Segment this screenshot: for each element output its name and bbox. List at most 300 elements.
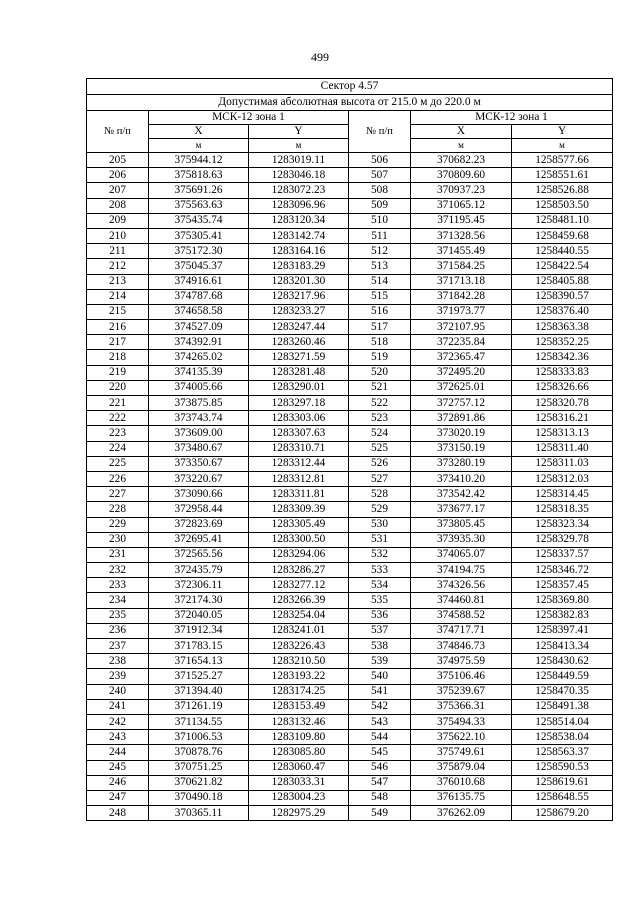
cell-n1: 243 xyxy=(87,730,149,745)
table-row xyxy=(87,517,613,532)
cell-n1: 238 xyxy=(87,654,149,669)
cell-n1: 213 xyxy=(87,274,149,289)
cell-x2: 373280.19 xyxy=(411,456,512,471)
cell-x1: 373875.85 xyxy=(149,396,249,411)
table-row xyxy=(87,168,613,183)
table-row xyxy=(87,411,613,426)
cell-y1: 1283142.74 xyxy=(249,228,349,243)
cell-n2: 509 xyxy=(349,198,411,213)
table-row xyxy=(87,198,613,213)
cell-n2: 541 xyxy=(349,684,411,699)
cell-y1: 1283096.96 xyxy=(249,198,349,213)
cell-y2: 1258363.38 xyxy=(512,320,613,335)
cell-y2: 1258514.04 xyxy=(512,714,613,729)
cell-y1: 1283309.39 xyxy=(249,502,349,517)
cell-x2: 370682.23 xyxy=(411,153,512,168)
cell-y1: 1283019.11 xyxy=(249,153,349,168)
cell-y2: 1258314.45 xyxy=(512,487,613,502)
cell-y1: 1282975.29 xyxy=(249,806,349,821)
cell-n1: 221 xyxy=(87,396,149,411)
cell-y1: 1283153.49 xyxy=(249,699,349,714)
cell-x1: 373480.67 xyxy=(149,441,249,456)
cell-x1: 370751.25 xyxy=(149,760,249,775)
cell-x2: 371455.49 xyxy=(411,244,512,259)
cell-x2: 374717.71 xyxy=(411,623,512,638)
table-row xyxy=(87,684,613,699)
cell-x2: 373677.17 xyxy=(411,502,512,517)
cell-y1: 1283312.81 xyxy=(249,471,349,486)
cell-x1: 372174.30 xyxy=(149,593,249,608)
cell-n2: 545 xyxy=(349,745,411,760)
cell-x2: 372365.47 xyxy=(411,350,512,365)
cell-n1: 208 xyxy=(87,198,149,213)
cell-y2: 1258312.03 xyxy=(512,471,613,486)
cell-n1: 242 xyxy=(87,714,149,729)
cell-x2: 371973.77 xyxy=(411,304,512,319)
cell-y2: 1258382.83 xyxy=(512,608,613,623)
cell-x1: 374787.68 xyxy=(149,289,249,304)
cell-y2: 1258326.66 xyxy=(512,380,613,395)
zone-header-left: МСК-12 зона 1 xyxy=(149,111,349,125)
cell-x1: 372695.41 xyxy=(149,532,249,547)
cell-y2: 1258318.35 xyxy=(512,502,613,517)
cell-y2: 1258503.50 xyxy=(512,198,613,213)
cell-x2: 372495.20 xyxy=(411,365,512,380)
cell-y1: 1283004.23 xyxy=(249,790,349,805)
table-row xyxy=(87,502,613,517)
cell-n2: 536 xyxy=(349,608,411,623)
cell-x2: 376262.09 xyxy=(411,806,512,821)
cell-n1: 247 xyxy=(87,790,149,805)
zone-header-right: МСК-12 зона 1 xyxy=(411,111,613,125)
cell-x2: 371842.28 xyxy=(411,289,512,304)
table-row xyxy=(87,213,613,228)
table-row xyxy=(87,578,613,593)
cell-y2: 1258329.78 xyxy=(512,532,613,547)
cell-x2: 373150.19 xyxy=(411,441,512,456)
table-row xyxy=(87,487,613,502)
cell-y1: 1283297.18 xyxy=(249,396,349,411)
cell-x2: 371195.45 xyxy=(411,213,512,228)
cell-x1: 373220.67 xyxy=(149,471,249,486)
cell-y2: 1258376.40 xyxy=(512,304,613,319)
cell-y2: 1258311.40 xyxy=(512,441,613,456)
cell-y1: 1283305.49 xyxy=(249,517,349,532)
cell-x2: 373935.30 xyxy=(411,532,512,547)
cell-x1: 372958.44 xyxy=(149,502,249,517)
cell-x1: 372823.69 xyxy=(149,517,249,532)
table-row xyxy=(87,639,613,654)
table-row xyxy=(87,228,613,243)
cell-y2: 1258311.03 xyxy=(512,456,613,471)
table-row xyxy=(87,760,613,775)
cell-x1: 372565.56 xyxy=(149,547,249,562)
cell-n2: 526 xyxy=(349,456,411,471)
cell-x1: 371134.55 xyxy=(149,714,249,729)
table-row xyxy=(87,274,613,289)
cell-y1: 1283233.27 xyxy=(249,304,349,319)
cell-y1: 1283217.96 xyxy=(249,289,349,304)
cell-n1: 230 xyxy=(87,532,149,547)
cell-x1: 371654.13 xyxy=(149,654,249,669)
cell-n2: 510 xyxy=(349,213,411,228)
unit-y-right: м xyxy=(512,139,613,153)
cell-x1: 372040.05 xyxy=(149,608,249,623)
coordinates-table xyxy=(86,78,613,821)
cell-n2: 543 xyxy=(349,714,411,729)
table-row xyxy=(87,471,613,486)
cell-y1: 1283247.44 xyxy=(249,320,349,335)
cell-x2: 372891.86 xyxy=(411,411,512,426)
cell-n1: 223 xyxy=(87,426,149,441)
cell-n2: 544 xyxy=(349,730,411,745)
cell-n2: 538 xyxy=(349,639,411,654)
table-row xyxy=(87,790,613,805)
cell-y1: 1283109.80 xyxy=(249,730,349,745)
cell-n2: 525 xyxy=(349,441,411,456)
cell-y1: 1283226.43 xyxy=(249,639,349,654)
cell-y2: 1258346.72 xyxy=(512,563,613,578)
cell-y2: 1258390.57 xyxy=(512,289,613,304)
cell-n1: 239 xyxy=(87,669,149,684)
unit-x-right: м xyxy=(411,139,512,153)
cell-y1: 1283290.01 xyxy=(249,380,349,395)
cell-x1: 375435.74 xyxy=(149,213,249,228)
cell-x1: 371394.40 xyxy=(149,684,249,699)
cell-n2: 530 xyxy=(349,517,411,532)
table-body xyxy=(87,153,613,821)
table-row xyxy=(87,244,613,259)
cell-y2: 1258551.61 xyxy=(512,168,613,183)
cell-x2: 370809.60 xyxy=(411,168,512,183)
table-row xyxy=(87,745,613,760)
cell-x2: 372235.84 xyxy=(411,335,512,350)
table-row xyxy=(87,563,613,578)
cell-n2: 524 xyxy=(349,426,411,441)
cell-x2: 371065.12 xyxy=(411,198,512,213)
cell-x2: 374846.73 xyxy=(411,639,512,654)
table-row xyxy=(87,380,613,395)
cell-n1: 217 xyxy=(87,335,149,350)
cell-n2: 546 xyxy=(349,760,411,775)
cell-y1: 1283085.80 xyxy=(249,745,349,760)
cell-x2: 372757.12 xyxy=(411,396,512,411)
cell-y1: 1283210.50 xyxy=(249,654,349,669)
cell-y1: 1283033.31 xyxy=(249,775,349,790)
cell-y2: 1258316.21 xyxy=(512,411,613,426)
num-header-right: № п/п xyxy=(349,111,411,153)
cell-x1: 370878.76 xyxy=(149,745,249,760)
cell-n1: 216 xyxy=(87,320,149,335)
cell-n1: 232 xyxy=(87,563,149,578)
cell-y2: 1258449.59 xyxy=(512,669,613,684)
cell-n2: 532 xyxy=(349,547,411,562)
cell-y1: 1283300.50 xyxy=(249,532,349,547)
cell-n2: 537 xyxy=(349,623,411,638)
cell-y2: 1258577.66 xyxy=(512,153,613,168)
cell-x1: 374527.09 xyxy=(149,320,249,335)
cell-n2: 549 xyxy=(349,806,411,821)
cell-y1: 1283310.71 xyxy=(249,441,349,456)
cell-y2: 1258648.55 xyxy=(512,790,613,805)
cell-x2: 370937.23 xyxy=(411,183,512,198)
cell-x2: 372625.01 xyxy=(411,380,512,395)
cell-x2: 373542.42 xyxy=(411,487,512,502)
cell-y1: 1283286.27 xyxy=(249,563,349,578)
cell-y2: 1258333.83 xyxy=(512,365,613,380)
cell-n1: 228 xyxy=(87,502,149,517)
cell-n1: 244 xyxy=(87,745,149,760)
cell-x1: 373743.74 xyxy=(149,411,249,426)
cell-n1: 215 xyxy=(87,304,149,319)
table-row xyxy=(87,335,613,350)
cell-x2: 375106.46 xyxy=(411,669,512,684)
cell-y1: 1283164.16 xyxy=(249,244,349,259)
cell-x1: 375691.26 xyxy=(149,183,249,198)
cell-y1: 1283241.01 xyxy=(249,623,349,638)
cell-y1: 1283132.46 xyxy=(249,714,349,729)
cell-x2: 375494.33 xyxy=(411,714,512,729)
cell-n1: 246 xyxy=(87,775,149,790)
cell-n2: 531 xyxy=(349,532,411,547)
cell-x1: 375563.63 xyxy=(149,198,249,213)
x-header-right: X xyxy=(411,125,512,139)
table-row xyxy=(87,350,613,365)
cell-n1: 214 xyxy=(87,289,149,304)
cell-x1: 374135.39 xyxy=(149,365,249,380)
cell-x1: 375818.63 xyxy=(149,168,249,183)
y-header-right: Y xyxy=(512,125,613,139)
cell-n2: 517 xyxy=(349,320,411,335)
table-row xyxy=(87,456,613,471)
cell-x2: 371584.25 xyxy=(411,259,512,274)
cell-x1: 374658.58 xyxy=(149,304,249,319)
page-number: 499 xyxy=(311,50,329,64)
cell-n2: 516 xyxy=(349,304,411,319)
cell-x1: 372306.11 xyxy=(149,578,249,593)
table-row xyxy=(87,153,613,168)
table-row xyxy=(87,547,613,562)
cell-n1: 210 xyxy=(87,228,149,243)
cell-y1: 1283193.22 xyxy=(249,669,349,684)
cell-y1: 1283060.47 xyxy=(249,760,349,775)
cell-y1: 1283294.06 xyxy=(249,547,349,562)
cell-y1: 1283254.04 xyxy=(249,608,349,623)
cell-n1: 248 xyxy=(87,806,149,821)
cell-n1: 220 xyxy=(87,380,149,395)
cell-n2: 534 xyxy=(349,578,411,593)
cell-n1: 227 xyxy=(87,487,149,502)
cell-n2: 511 xyxy=(349,228,411,243)
cell-y2: 1258526.88 xyxy=(512,183,613,198)
cell-x2: 375622.10 xyxy=(411,730,512,745)
cell-n1: 245 xyxy=(87,760,149,775)
cell-n1: 236 xyxy=(87,623,149,638)
cell-y2: 1258405.88 xyxy=(512,274,613,289)
height-caption: Допустимая абсолютная высота от 215.0 м до 220.0 м xyxy=(87,95,613,111)
cell-n2: 548 xyxy=(349,790,411,805)
cell-y2: 1258342.36 xyxy=(512,350,613,365)
cell-x2: 373805.45 xyxy=(411,517,512,532)
cell-x2: 374588.52 xyxy=(411,608,512,623)
cell-n1: 241 xyxy=(87,699,149,714)
cell-y2: 1258369.80 xyxy=(512,593,613,608)
cell-x2: 371713.18 xyxy=(411,274,512,289)
cell-x2: 374065.07 xyxy=(411,547,512,562)
cell-y2: 1258459.68 xyxy=(512,228,613,243)
cell-y2: 1258430.62 xyxy=(512,654,613,669)
cell-y1: 1283303.06 xyxy=(249,411,349,426)
cell-y2: 1258413.34 xyxy=(512,639,613,654)
cell-y1: 1283046.18 xyxy=(249,168,349,183)
cell-y1: 1283174.25 xyxy=(249,684,349,699)
cell-n1: 211 xyxy=(87,244,149,259)
table-row xyxy=(87,365,613,380)
num-header-left: № п/п xyxy=(87,111,149,153)
cell-y2: 1258422.54 xyxy=(512,259,613,274)
cell-x1: 370621.82 xyxy=(149,775,249,790)
cell-n2: 515 xyxy=(349,289,411,304)
cell-n2: 518 xyxy=(349,335,411,350)
cell-y2: 1258563.37 xyxy=(512,745,613,760)
cell-n1: 207 xyxy=(87,183,149,198)
cell-y2: 1258357.45 xyxy=(512,578,613,593)
cell-x2: 375749.61 xyxy=(411,745,512,760)
cell-x2: 373020.19 xyxy=(411,426,512,441)
cell-x1: 373090.66 xyxy=(149,487,249,502)
cell-n2: 533 xyxy=(349,563,411,578)
cell-x2: 375879.04 xyxy=(411,760,512,775)
cell-y1: 1283266.39 xyxy=(249,593,349,608)
cell-y1: 1283312.44 xyxy=(249,456,349,471)
cell-n1: 212 xyxy=(87,259,149,274)
cell-n2: 519 xyxy=(349,350,411,365)
cell-n1: 209 xyxy=(87,213,149,228)
cell-n1: 234 xyxy=(87,593,149,608)
unit-y-left: м xyxy=(249,139,349,153)
cell-n2: 514 xyxy=(349,274,411,289)
table-row xyxy=(87,699,613,714)
table-row xyxy=(87,441,613,456)
cell-n1: 235 xyxy=(87,608,149,623)
cell-x1: 371783.15 xyxy=(149,639,249,654)
cell-n1: 229 xyxy=(87,517,149,532)
cell-n2: 507 xyxy=(349,168,411,183)
table-row xyxy=(87,730,613,745)
table-row xyxy=(87,623,613,638)
table-row xyxy=(87,654,613,669)
table-row xyxy=(87,775,613,790)
cell-n1: 219 xyxy=(87,365,149,380)
cell-x1: 373609.00 xyxy=(149,426,249,441)
cell-y2: 1258352.25 xyxy=(512,335,613,350)
cell-y2: 1258679.20 xyxy=(512,806,613,821)
cell-x1: 372435.79 xyxy=(149,563,249,578)
table-row xyxy=(87,289,613,304)
cell-n2: 527 xyxy=(349,471,411,486)
cell-n1: 205 xyxy=(87,153,149,168)
cell-y1: 1283311.81 xyxy=(249,487,349,502)
table-row xyxy=(87,608,613,623)
cell-x2: 374975.59 xyxy=(411,654,512,669)
cell-n2: 540 xyxy=(349,669,411,684)
cell-n2: 528 xyxy=(349,487,411,502)
cell-y2: 1258470.35 xyxy=(512,684,613,699)
cell-y1: 1283260.46 xyxy=(249,335,349,350)
cell-x1: 375045.37 xyxy=(149,259,249,274)
table-row xyxy=(87,532,613,547)
table-row xyxy=(87,806,613,821)
cell-x2: 375239.67 xyxy=(411,684,512,699)
cell-x2: 375366.31 xyxy=(411,699,512,714)
cell-y1: 1283201.30 xyxy=(249,274,349,289)
cell-n1: 206 xyxy=(87,168,149,183)
cell-x2: 373410.20 xyxy=(411,471,512,486)
cell-x1: 374392.91 xyxy=(149,335,249,350)
table-row xyxy=(87,396,613,411)
table-row xyxy=(87,426,613,441)
cell-x1: 375944.12 xyxy=(149,153,249,168)
cell-x2: 376010.68 xyxy=(411,775,512,790)
cell-n2: 539 xyxy=(349,654,411,669)
table-row xyxy=(87,714,613,729)
cell-x1: 370490.18 xyxy=(149,790,249,805)
sector-title: Сектор 4.57 xyxy=(87,79,613,95)
cell-x1: 371525.27 xyxy=(149,669,249,684)
cell-y1: 1283307.63 xyxy=(249,426,349,441)
cell-x2: 374326.56 xyxy=(411,578,512,593)
cell-x1: 375172.30 xyxy=(149,244,249,259)
cell-x1: 373350.67 xyxy=(149,456,249,471)
cell-n2: 508 xyxy=(349,183,411,198)
cell-y2: 1258313.13 xyxy=(512,426,613,441)
cell-n2: 512 xyxy=(349,244,411,259)
table-row xyxy=(87,304,613,319)
cell-n1: 218 xyxy=(87,350,149,365)
cell-n1: 233 xyxy=(87,578,149,593)
cell-x1: 374265.02 xyxy=(149,350,249,365)
cell-x2: 371328.56 xyxy=(411,228,512,243)
cell-n2: 529 xyxy=(349,502,411,517)
y-header-left: Y xyxy=(249,125,349,139)
cell-y2: 1258337.57 xyxy=(512,547,613,562)
cell-x1: 375305.41 xyxy=(149,228,249,243)
cell-y2: 1258590.53 xyxy=(512,760,613,775)
cell-n2: 547 xyxy=(349,775,411,790)
cell-n1: 240 xyxy=(87,684,149,699)
cell-n1: 226 xyxy=(87,471,149,486)
cell-n1: 225 xyxy=(87,456,149,471)
cell-x2: 374194.75 xyxy=(411,563,512,578)
cell-x1: 374916.61 xyxy=(149,274,249,289)
table-row xyxy=(87,669,613,684)
cell-y2: 1258397.41 xyxy=(512,623,613,638)
cell-n1: 237 xyxy=(87,639,149,654)
cell-n1: 224 xyxy=(87,441,149,456)
x-header-left: X xyxy=(149,125,249,139)
cell-x1: 371261.19 xyxy=(149,699,249,714)
cell-y1: 1283072.23 xyxy=(249,183,349,198)
cell-y2: 1258619.61 xyxy=(512,775,613,790)
cell-n2: 542 xyxy=(349,699,411,714)
cell-x1: 371912.34 xyxy=(149,623,249,638)
table-row xyxy=(87,259,613,274)
cell-x2: 374460.81 xyxy=(411,593,512,608)
unit-x-left: м xyxy=(149,139,249,153)
cell-x1: 371006.53 xyxy=(149,730,249,745)
table-row xyxy=(87,320,613,335)
cell-n2: 522 xyxy=(349,396,411,411)
